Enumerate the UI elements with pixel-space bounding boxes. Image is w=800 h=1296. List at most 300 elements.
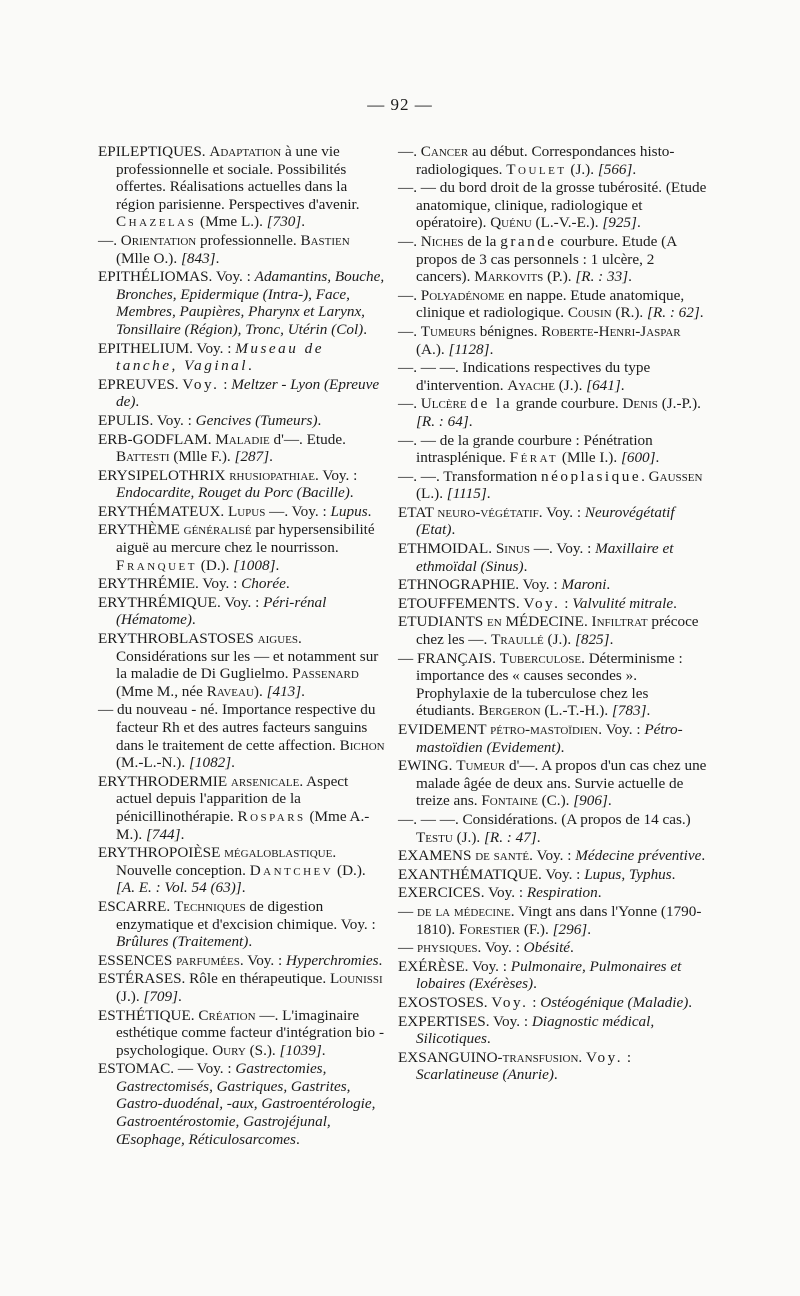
entry-segment: . xyxy=(673,594,677,612)
entry-segment: [1115] xyxy=(446,485,487,503)
entry-segment: Tuberculose xyxy=(499,649,582,667)
entry-segment: . xyxy=(486,485,491,503)
entry-segment: . xyxy=(275,556,280,574)
entry-segment: —. xyxy=(398,322,421,340)
entry-segment: précoce chez les —. xyxy=(416,613,699,649)
entry-segment: : xyxy=(528,993,541,1011)
entry-segment: [A. E. : Vol. 54 (63)] xyxy=(116,879,242,897)
entry-segment: Neurovégétatif (Etat) xyxy=(416,503,675,539)
entry-segment: . xyxy=(489,340,494,358)
entry-segment: Adamantins, Bouche, Bronches, Epidermique (Intra-), Face, Membres, Paupières, Pharynx et Larynx, Tonsillaire (Région), Tronc, Utérin (Col) xyxy=(116,268,385,338)
page-number: — 92 — xyxy=(367,95,433,114)
entry-segment: — xyxy=(398,939,417,957)
entry-segment: EXÉRÈSE. Voy. : xyxy=(398,957,511,975)
entry-segment: . xyxy=(606,576,611,594)
entry-segment: Création xyxy=(198,1006,256,1024)
index-entry xyxy=(398,721,710,756)
entry-segment: —. — de la grande courbure : Pénétration intrasplénique. xyxy=(398,431,653,467)
entry-segment: [566] xyxy=(597,160,633,178)
entry-segment: Lupus xyxy=(227,502,266,520)
index-entry xyxy=(398,287,710,322)
entry-segment: . xyxy=(248,933,253,951)
entry-segment: Pulmonaire, Pulmonaires et lobaires (Exérèses) xyxy=(416,957,682,993)
entry-segment: —. xyxy=(98,231,121,249)
entry-segment: (Mlle I.). xyxy=(558,449,621,467)
entry-segment: Forestier xyxy=(459,920,521,938)
entry-segment: ETAT xyxy=(398,503,438,521)
entry-segment: [1082] xyxy=(188,754,232,772)
entry-segment: . xyxy=(553,1066,558,1084)
entry-segment: néoplasique xyxy=(541,467,642,485)
entry-segment: [730] xyxy=(266,213,302,231)
entry-segment: ERYSIPELOTHRIX xyxy=(98,466,230,484)
entry-segment: rhusiopathiae xyxy=(229,466,315,484)
entry-segment: Pétro-mastoïdien (Evidement) xyxy=(416,721,683,756)
entry-segment: . Déterminisme : importance des « causes secondes ». Prophylaxie de la tuberculose chez les étudiants. xyxy=(416,649,683,720)
entry-segment: MÉDECINE. xyxy=(501,613,592,631)
entry-segment: généralisé xyxy=(183,521,252,539)
index-entry xyxy=(398,884,710,902)
entry-segment: (Mlle O.). xyxy=(116,249,181,267)
index-entry xyxy=(398,323,710,358)
entry-segment: courbure. Etude (A propos de 3 cas personnels : 1 ulcère, 2 cancers). xyxy=(416,232,677,286)
entry-segment: Meltzer - Lyon (Epreuve de) xyxy=(116,375,380,411)
entry-segment: Valvulité mitrale xyxy=(572,594,674,612)
entry-segment: EPITHÉLIOMAS. Voy. : xyxy=(98,268,255,286)
index-entry xyxy=(98,1007,386,1060)
entry-segment: [413] xyxy=(266,682,302,700)
index-entry xyxy=(98,503,386,521)
entry-segment: —. Voy. : xyxy=(265,502,331,520)
entry-segment: professionnelle. xyxy=(196,231,301,249)
entry-segment: [1008] xyxy=(233,556,276,574)
entry-segment: [925] xyxy=(602,214,637,232)
entry-segment: . xyxy=(285,575,290,593)
entry-segment: au début. Correspondances histo-radiologiques. xyxy=(416,143,675,178)
entry-segment: (M.-L.-N.). xyxy=(116,754,189,772)
entry-segment: ETHNOGRAPHIE. Voy. : xyxy=(398,576,562,594)
entry-segment: . Voy. : xyxy=(529,847,576,865)
entry-segment: —. xyxy=(398,232,421,250)
index-entry xyxy=(398,613,710,648)
entry-segment: . Voy. : xyxy=(315,466,358,484)
entry-segment: ERYTHROPOIÈSE xyxy=(98,844,225,862)
entry-segment: . xyxy=(269,448,273,466)
entry-segment: . xyxy=(215,249,220,267)
index-entry xyxy=(398,359,710,394)
entry-segment: (Mlle F.). xyxy=(169,448,235,466)
entry-segment: (J.). xyxy=(116,987,144,1005)
index-entry xyxy=(98,268,386,338)
entry-segment: [R. : 64] xyxy=(416,412,469,430)
entry-segment: Cousin xyxy=(567,304,612,322)
entry-segment: Gaussen xyxy=(648,467,703,485)
index-entry xyxy=(398,958,710,993)
entry-segment: Traullé xyxy=(491,631,544,649)
entry-segment: de la xyxy=(470,395,512,413)
entry-segment: . xyxy=(699,304,704,322)
entry-segment: . xyxy=(641,467,649,485)
entry-segment: . xyxy=(607,792,612,810)
entry-segment: . Voy. : xyxy=(598,721,645,738)
index-entry xyxy=(398,994,710,1012)
entry-segment: d'—. A propos d'un cas chez une malade âgée de deux ans. Survie actuelle de treize ans. xyxy=(416,757,707,810)
entry-segment: Museau de tanche, Vaginal xyxy=(116,339,324,375)
index-entry xyxy=(398,179,710,232)
entry-segment: . xyxy=(349,484,354,502)
index-entry xyxy=(398,143,710,178)
index-entry xyxy=(98,898,386,951)
entry-segment: . Considérations sur les — et notamment sur la maladie de Di Guglielmo. xyxy=(116,630,379,683)
index-entry xyxy=(398,1049,710,1084)
entry-segment: . xyxy=(231,754,235,772)
entry-segment: Ulcère xyxy=(420,395,467,413)
left-column xyxy=(98,143,386,1149)
entry-segment: Toulet xyxy=(506,160,567,178)
entry-segment: Battesti xyxy=(116,448,170,466)
entry-segment: EXSANGUINO- xyxy=(398,1048,503,1066)
entry-segment: (J.). xyxy=(566,160,598,178)
entry-segment: EPILEPTIQUES. xyxy=(98,143,210,160)
index-entry xyxy=(398,903,710,938)
entry-segment: bénignes. xyxy=(475,322,542,340)
entry-segment: ERYTHRÉMIE. Voy. : xyxy=(98,575,242,593)
entry-segment: : xyxy=(219,375,232,393)
entry-segment: . xyxy=(587,920,591,938)
entry-segment: Férat xyxy=(509,449,559,467)
index-entry xyxy=(398,395,710,430)
entry-segment: . xyxy=(597,884,602,902)
index-entry xyxy=(398,847,710,865)
entry-segment: EXOSTOSES. xyxy=(398,993,492,1011)
entry-segment: [1128] xyxy=(448,340,490,358)
entry-segment: . Vingt ans dans l'Yonne (1790-1810). xyxy=(416,902,702,938)
entry-segment: Respiration xyxy=(526,884,598,902)
entry-segment: (Mme M., née xyxy=(116,682,207,700)
entry-segment: [744] xyxy=(145,825,181,843)
index-entry xyxy=(98,340,386,375)
entry-segment: Niches xyxy=(420,232,464,250)
entry-segment: Ostéogénique (Maladie) xyxy=(540,993,689,1011)
entry-segment: Lounissi xyxy=(330,970,383,988)
entry-segment: . Voy. : xyxy=(477,939,524,957)
entry-segment: transfusion xyxy=(502,1048,579,1066)
entry-segment: Maroni xyxy=(561,576,607,594)
index-entry xyxy=(398,595,710,613)
entry-segment: ERYTHROBLASTOSES xyxy=(98,630,258,648)
entry-segment: . xyxy=(247,357,252,375)
entry-segment: : xyxy=(623,1048,632,1066)
entry-segment: Hyperchromies xyxy=(286,951,379,969)
entry-segment: . xyxy=(655,449,660,467)
entry-segment: (J.). xyxy=(554,376,587,394)
entry-segment: —. L'imaginaire esthétique comme facteur d'intégration bio - psychologique. xyxy=(116,1006,384,1059)
entry-segment: ETHMOIDAL. xyxy=(398,540,496,558)
entry-segment: EVIDEMENT xyxy=(398,721,491,738)
entry-segment: grande xyxy=(500,232,557,250)
entry-segment: . xyxy=(486,1030,491,1048)
entry-segment: (L.-T.-H.). xyxy=(540,702,612,720)
entry-segment: ERYTHRÉMIQUE. Voy. : xyxy=(98,593,264,611)
entry-segment: Ayache xyxy=(507,376,555,394)
entry-segment: de la médecine xyxy=(416,902,511,920)
entry-segment: [R. : 33] xyxy=(575,268,629,286)
entry-segment: . xyxy=(135,393,140,411)
entry-segment: ESTOMAC. — Voy. : xyxy=(98,1060,236,1078)
index-entry xyxy=(398,504,710,539)
entry-segment: Infiltrat xyxy=(591,613,648,631)
entry-segment: . Voy. : xyxy=(239,951,287,969)
entry-segment: arsenicale xyxy=(230,772,300,790)
entry-segment: (J.). xyxy=(543,631,575,649)
entry-segment: —. — du bord droit de la grosse tubérosité. (Etude anatomique, clinique, radiologique et opératoire). xyxy=(398,179,707,232)
index-entry xyxy=(98,844,386,897)
entry-segment: ERYTHÉMATEUX. xyxy=(98,502,228,520)
entry-segment: (S.). xyxy=(245,1041,280,1059)
entry-segment: Scarlatineuse (Anurie) xyxy=(416,1066,554,1084)
index-entry xyxy=(98,467,386,502)
entry-segment: —. Voy. : xyxy=(529,540,596,558)
entry-segment: Orientation xyxy=(120,231,197,249)
entry-segment: Gencives (Tumeurs) xyxy=(195,411,318,429)
entry-segment: . xyxy=(295,1130,300,1148)
entry-segment: —. — —. Considérations. (A propos de 14 cas.) xyxy=(398,810,691,828)
entry-segment: (Mme A.-M.). xyxy=(116,807,370,843)
entry-segment: . xyxy=(468,412,473,430)
entry-segment: [296] xyxy=(552,920,588,938)
entry-segment: . xyxy=(317,411,322,429)
entry-segment: ETUDIANTS xyxy=(398,613,488,631)
entry-segment: Voy. xyxy=(182,375,220,393)
entry-segment: Chazelas xyxy=(116,213,197,231)
index-entry xyxy=(398,540,710,575)
entry-segment: —. xyxy=(398,143,421,160)
entry-segment: EXAMENS xyxy=(398,847,476,865)
entry-segment: ERYTHRODERMIE xyxy=(98,772,231,790)
entry-segment: ETOUFFEMENTS. xyxy=(398,594,524,612)
index-entry xyxy=(98,594,386,629)
entry-segment: —. —. Transformation xyxy=(398,467,542,485)
entry-segment: EXANTHÉMATIQUE. Voy. : xyxy=(398,865,585,883)
entry-segment: par hypersensibilité aiguë au mercure chez le nourrisson. xyxy=(116,521,375,557)
index-entry xyxy=(98,232,386,267)
entry-segment: Bergeron xyxy=(478,702,541,720)
index-entry xyxy=(98,773,386,843)
entry-segment: — du nouveau - né. Importance respective du facteur Rh et des autres facteurs sanguins dans le traitement de cette affection. xyxy=(98,701,376,754)
entry-segment: . xyxy=(180,825,185,843)
entry-segment: neuro-végétatif xyxy=(437,503,539,521)
entry-segment: Sinus xyxy=(495,540,530,558)
entry-segment: (A.). xyxy=(416,340,449,358)
entry-segment: [825] xyxy=(574,631,610,649)
entry-segment: : xyxy=(560,594,573,612)
entry-segment: Voy. xyxy=(586,1048,624,1066)
entry-segment: Oury xyxy=(212,1041,246,1059)
entry-segment: (C.). xyxy=(537,792,574,810)
entry-segment: Fontaine xyxy=(481,792,538,810)
index-entry xyxy=(98,412,386,430)
entry-segment: ). xyxy=(253,682,267,700)
entry-segment: en xyxy=(487,613,502,631)
entry-segment: mégaloblastique xyxy=(224,844,333,862)
entry-segment: . xyxy=(620,376,625,394)
entry-segment: EPITHELIUM. Voy. : xyxy=(98,339,236,357)
entry-segment: physiques xyxy=(416,939,478,957)
index-entry xyxy=(98,143,386,231)
entry-segment: Lupus, Typhus xyxy=(584,865,672,883)
entry-segment: ESTHÉTIQUE. xyxy=(98,1006,199,1024)
entry-segment: [600] xyxy=(620,449,656,467)
entry-segment: Voy. xyxy=(491,993,529,1011)
index-entry xyxy=(98,575,386,593)
entry-segment: . xyxy=(301,213,306,231)
entry-segment: . xyxy=(451,521,456,539)
entry-segment: Raveau xyxy=(206,682,254,700)
entry-segment: de digestion enzymatique et d'excision chimique. Voy. : xyxy=(116,897,376,933)
right-column xyxy=(398,143,710,1085)
entry-segment: . xyxy=(178,987,182,1005)
entry-segment: [641] xyxy=(586,376,621,394)
entry-segment: [709] xyxy=(143,987,179,1005)
entry-segment: Dantchev xyxy=(249,861,334,879)
index-entry xyxy=(98,630,386,700)
index-entry xyxy=(398,1013,710,1048)
entry-segment: . Aspect actuel depuis l'apparition de la pénicillinothérapie. xyxy=(116,772,349,825)
entry-segment: . xyxy=(636,214,641,232)
entry-segment: (R.). xyxy=(611,304,648,322)
entry-segment: (L.). xyxy=(416,485,447,503)
entry-segment: . xyxy=(570,939,574,957)
entry-segment: . xyxy=(578,1048,587,1066)
entry-segment: —. — —. Indications respectives du type d'intervention. xyxy=(398,359,651,394)
entry-segment: Roberte-Henri-Jaspar xyxy=(541,322,681,340)
entry-segment: Quénu xyxy=(490,214,532,232)
entry-segment: Polyadénome xyxy=(420,286,505,304)
entry-segment: de santé xyxy=(475,847,530,865)
entry-segment: pétro-mastoïdien xyxy=(490,721,599,738)
entry-segment: (Mme L.). xyxy=(196,213,267,231)
entry-segment: . xyxy=(367,502,372,520)
entry-segment: d'—. Etude. xyxy=(269,430,346,448)
entry-segment: — xyxy=(398,902,417,920)
entry-segment: ESTÉRASES. Rôle en thérapeutique. xyxy=(98,970,330,988)
entry-segment: ESSENCES xyxy=(98,951,177,969)
entry-segment: Lupus xyxy=(330,502,368,520)
entry-segment: . xyxy=(671,865,676,883)
entry-segment: . xyxy=(191,611,196,629)
index-entry xyxy=(398,757,710,810)
entry-segment: Chorée xyxy=(241,575,286,593)
entry-segment: (F.). xyxy=(520,920,553,938)
entry-segment: Franquet xyxy=(116,556,197,574)
entry-segment: . xyxy=(688,993,693,1011)
entry-segment: Endocardite, Rouget du Porc (Bacille) xyxy=(116,484,350,502)
entry-segment: [783] xyxy=(611,702,647,720)
entry-segment: Techniques xyxy=(173,897,246,915)
entry-segment: Testu xyxy=(416,828,453,846)
entry-segment: . xyxy=(523,557,528,575)
entry-segment: Péri-rénal (Hématome) xyxy=(116,593,327,629)
entry-segment: Obésité xyxy=(523,939,571,957)
entry-segment: Passenard xyxy=(292,665,359,683)
entry-segment: . xyxy=(609,631,614,649)
entry-segment: Voy. xyxy=(523,594,561,612)
index-entry xyxy=(98,970,386,1005)
entry-segment: EPULIS. Voy. : xyxy=(98,411,196,429)
entry-segment: grande courbure. xyxy=(511,395,623,413)
entry-segment: [843] xyxy=(180,249,216,267)
entry-segment: (P.). xyxy=(543,268,576,286)
entry-segment: EXERCICES. Voy. : xyxy=(398,884,527,902)
entry-segment: . Nouvelle conception. xyxy=(116,844,337,879)
entry-segment: . xyxy=(241,879,246,897)
entry-segment: Bichon xyxy=(339,736,385,754)
entry-segment: Rospars xyxy=(237,807,306,825)
index-entry xyxy=(398,811,710,846)
entry-segment: Tumeur xyxy=(456,757,506,775)
entry-segment: . xyxy=(632,160,637,178)
entry-segment: . xyxy=(701,847,706,865)
index-entry xyxy=(398,432,710,467)
index-entry xyxy=(98,376,386,411)
entry-segment: Brûlures (Traitement) xyxy=(116,933,249,951)
entry-segment: (J.). xyxy=(452,828,484,846)
entry-segment: . xyxy=(628,268,632,286)
entry-segment: [R. : 62] xyxy=(647,304,700,322)
entry-segment: EPREUVES. xyxy=(98,375,183,393)
entry-segment: parfumées xyxy=(176,951,240,969)
entry-segment: de la xyxy=(463,232,501,250)
index-entry xyxy=(98,952,386,970)
entry-segment: aigues xyxy=(257,630,298,648)
entry-segment: — FRANÇAIS. xyxy=(398,649,500,667)
entry-segment: [906] xyxy=(573,792,608,810)
index-entry xyxy=(398,468,710,503)
entry-segment: (J.-P.). xyxy=(657,395,701,413)
entry-segment: —. xyxy=(398,395,421,413)
index-entry xyxy=(398,233,710,286)
index-entry xyxy=(398,866,710,884)
entry-segment: [R. : 47] xyxy=(484,828,537,846)
index-entry xyxy=(398,939,710,957)
entry-segment: à une vie professionnelle et sociale. Possibilités offertes. Réalisations actuelles dans la région parisienne. Perspectives d'avenir. xyxy=(116,143,360,213)
entry-segment: Cancer xyxy=(420,143,469,160)
index-entry xyxy=(98,701,386,771)
entry-segment: Markovits xyxy=(474,268,544,286)
entry-segment: —. xyxy=(398,286,421,304)
index-entry xyxy=(98,1060,386,1148)
entry-segment: Bastien xyxy=(300,231,350,249)
entry-segment: [287] xyxy=(234,448,270,466)
entry-segment: (D.). xyxy=(333,861,366,879)
entry-segment: (L.-V.-E.). xyxy=(531,214,603,232)
entry-segment: . xyxy=(378,951,383,969)
entry-segment: . Voy. : xyxy=(538,503,585,521)
entry-segment: Maladie xyxy=(215,430,270,448)
entry-segment: (D.). xyxy=(197,556,234,574)
entry-segment: . xyxy=(560,738,565,756)
entry-segment: EWING. xyxy=(398,757,457,775)
entry-segment: ERYTHÈME xyxy=(98,521,184,539)
entry-segment: . xyxy=(536,828,541,846)
entry-segment: . xyxy=(533,975,537,993)
entry-segment: ESCARRE. xyxy=(98,897,174,915)
entry-segment: ERB-GODFLAM. xyxy=(98,430,216,448)
entry-segment: . xyxy=(301,682,305,700)
entry-segment: Maxillaire et ethmoïdal (Sinus) xyxy=(416,540,674,575)
entry-segment: [1039] xyxy=(279,1041,322,1059)
entry-segment: . xyxy=(363,320,368,338)
